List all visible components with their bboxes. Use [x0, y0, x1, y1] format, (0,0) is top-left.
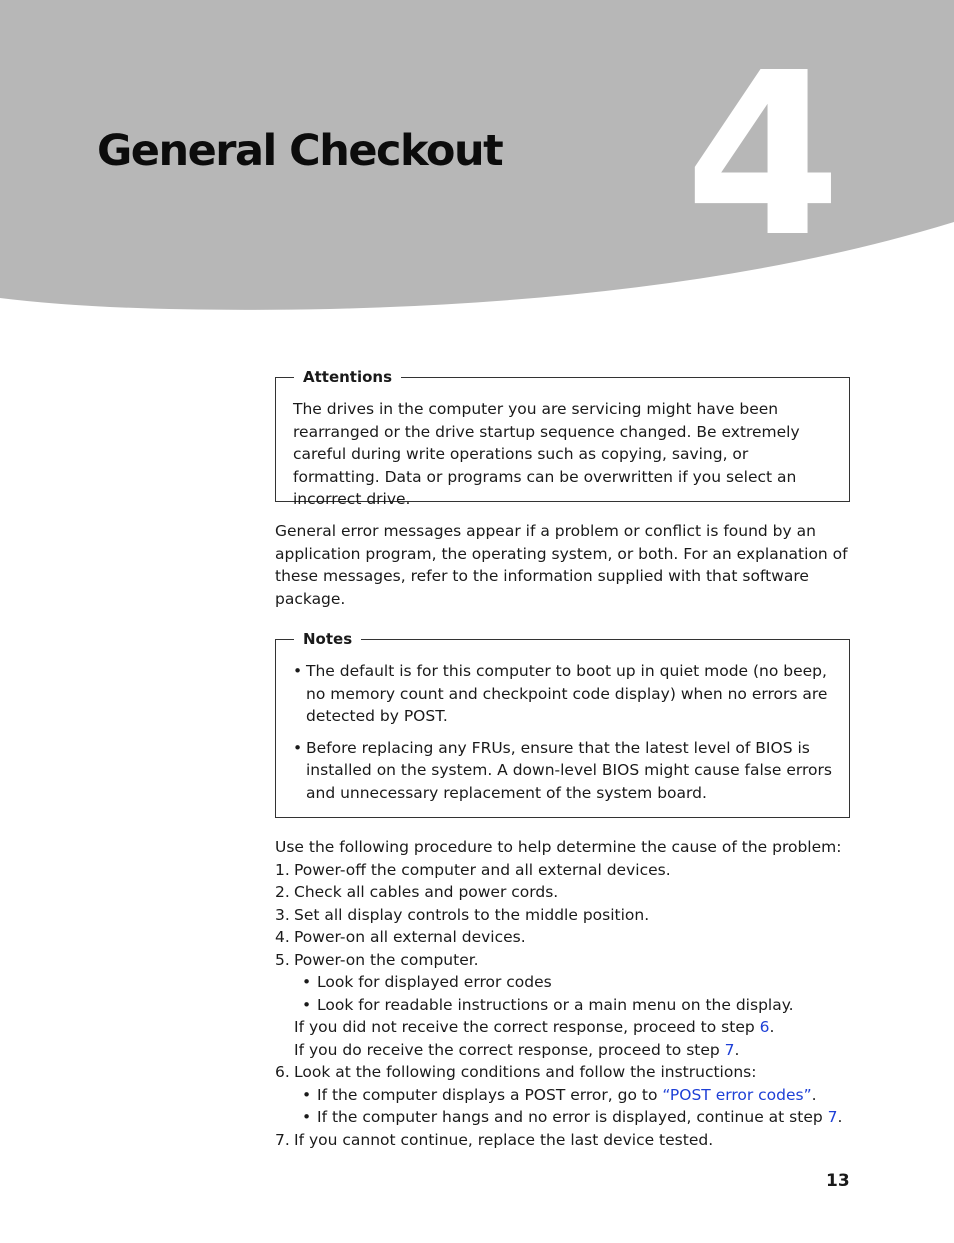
notes-list [293, 660, 835, 804]
step-7-link[interactable]: 7 [827, 1108, 838, 1126]
procedure-step [275, 859, 850, 882]
step-text: Power-on all external devices. [294, 928, 526, 946]
instruction-punct: . [734, 1040, 740, 1059]
subitem-text: If the computer displays a POST error, go to [317, 1085, 663, 1104]
notes-body [276, 640, 849, 818]
procedure-step [275, 949, 850, 1062]
step-number: 6. [275, 1063, 290, 1081]
procedure-step [275, 904, 850, 927]
step-number: 3. [275, 905, 290, 924]
step-sublist [294, 971, 850, 1016]
procedure-section [275, 836, 850, 1151]
procedure-step [275, 881, 850, 904]
step-instruction [294, 1039, 850, 1062]
step-text: Check all cables and power cords. [294, 883, 559, 901]
procedure-steps [275, 859, 850, 1152]
instruction-punct: . [769, 1018, 775, 1036]
step-text: Power-off the computer and all external devices. [294, 860, 671, 879]
chapter-number: 4 [684, 25, 842, 287]
step-subitem [294, 1084, 850, 1107]
instruction-text: If you do receive the correct response, proceed to step [294, 1040, 725, 1059]
step-text: Look at the following conditions and follow the instructions: [294, 1063, 757, 1081]
note-item: • The default is for this computer to boot up in quiet mode (no beep, no memory count and checkpoint code display) when no errors are detected by POST. [293, 660, 835, 728]
subitem-punct: . [811, 1085, 817, 1104]
step-number: 2. [275, 883, 290, 901]
step-subitem: • Look for displayed error codes [294, 971, 850, 994]
notes-box [275, 630, 850, 818]
procedure-step [275, 926, 850, 949]
intro-paragraph: General error messages appear if a problem or conflict is found by an application program, the operating system, or both. For an explanation of these messages, refer to the information supplied with that software package. [275, 522, 848, 608]
attentions-text: The drives in the computer you are servicing might have been rearranged or the drive startup sequence changed. Be extremely careful during write operations such as copying, saving, or formatting. Data or programs can be overwritten if you select an incorrect drive. [293, 400, 800, 508]
procedure-lead: Use the following procedure to help determine the cause of the problem: [275, 838, 842, 856]
step-number: 4. [275, 928, 290, 946]
subitem-text: If the computer hangs and no error is displayed, continue at step [317, 1108, 828, 1126]
attentions-box [275, 368, 850, 508]
note-item: • Before replacing any FRUs, ensure that the latest level of BIOS is installed on the system. A down-level BIOS might cause false errors and unnecessary replacement of the system board. [293, 737, 835, 805]
step-6-link[interactable]: 6 [759, 1018, 770, 1036]
step-number: 5. [275, 950, 290, 969]
step-number: 7. [275, 1130, 290, 1149]
chapter-title: General Checkout [97, 126, 503, 176]
step-text: Set all display controls to the middle position. [294, 905, 650, 924]
post-error-codes-link[interactable]: “POST error codes” [662, 1085, 812, 1104]
procedure-step [275, 1061, 850, 1129]
step-text: Power-on the computer. [294, 950, 479, 969]
step-sublist [294, 1084, 850, 1129]
attentions-label: Attentions [294, 367, 401, 387]
step-number: 1. [275, 860, 290, 879]
step-subitem [294, 1106, 850, 1129]
step-instruction [294, 1016, 850, 1039]
step-text: If you cannot continue, replace the last device tested. [294, 1130, 714, 1149]
notes-label: Notes [294, 629, 361, 649]
step-subitem: • Look for readable instructions or a main menu on the display. [294, 994, 850, 1017]
subitem-punct: . [837, 1108, 843, 1126]
page-number: 13 [826, 1171, 850, 1191]
procedure-step [275, 1129, 850, 1152]
step-7-link[interactable]: 7 [724, 1040, 735, 1059]
instruction-text: If you did not receive the correct response, proceed to step [294, 1018, 760, 1036]
